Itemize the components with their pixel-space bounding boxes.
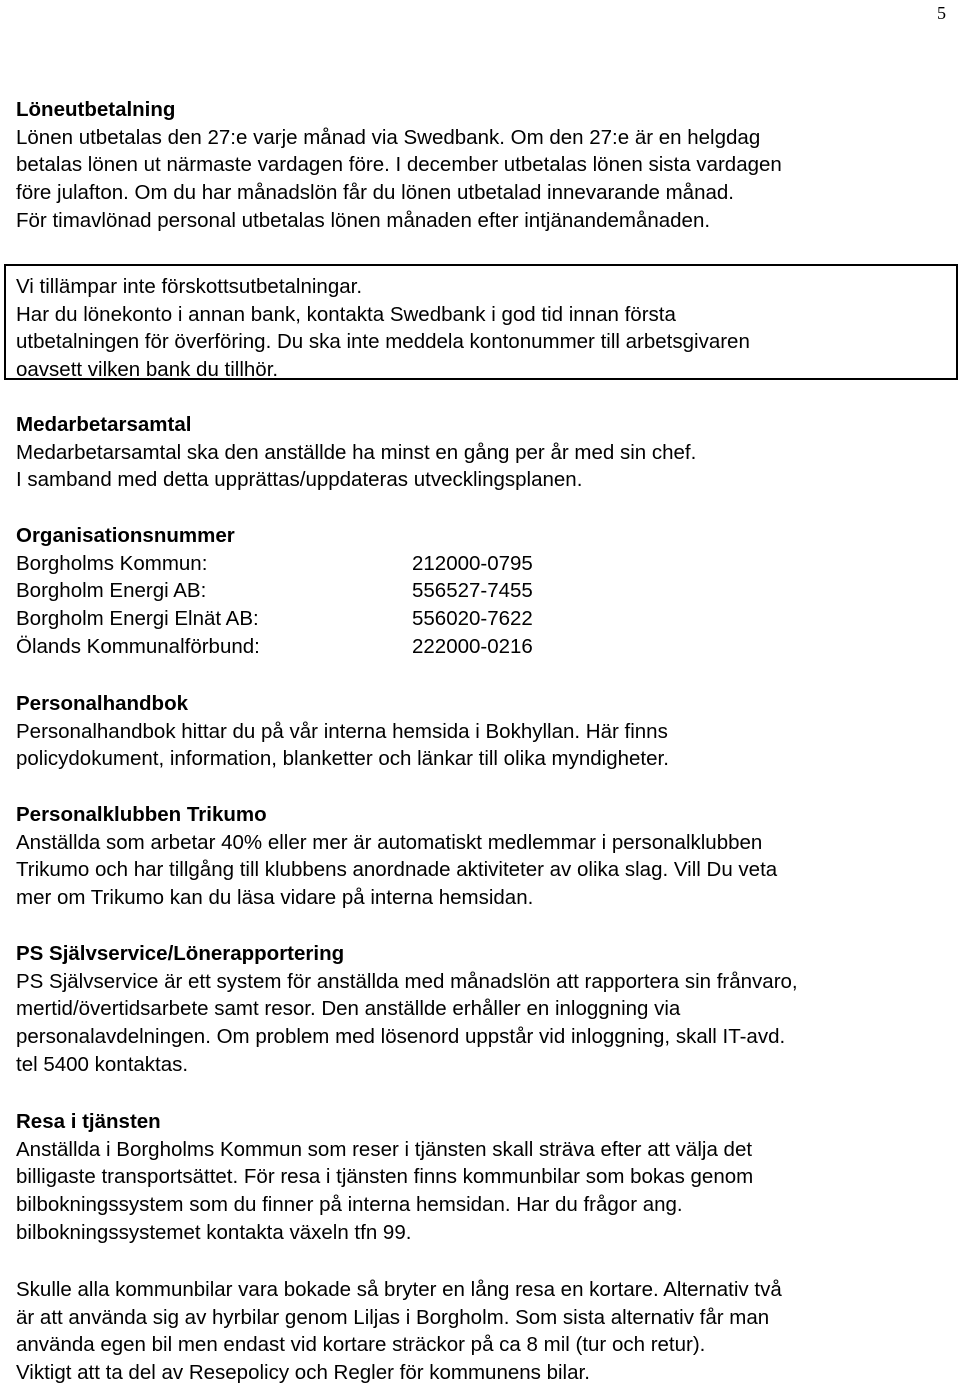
org-name: Ölands Kommunalförbund: xyxy=(16,634,260,658)
paragraph-line: använda egen bil men endast vid kortare sträckor på ca 8 mil (tur och retur). xyxy=(16,1333,706,1357)
section-organisationsnummer xyxy=(16,522,950,661)
org-row xyxy=(16,633,950,661)
org-number: 556527-7455 xyxy=(412,579,533,603)
org-name: Borgholm Energi AB: xyxy=(16,579,207,603)
paragraph-line: Trikumo och har tillgång till klubbens anordnade aktiviteter av olika slag. Vill Du veta xyxy=(16,858,778,882)
section-title: Personalhandbok xyxy=(16,692,189,715)
paragraph-line: bilbokningssystem som du finner på interna hemsidan. Har du frågor ang. xyxy=(16,1193,683,1217)
paragraph-line: policydokument, information, blanketter och länkar till olika myndigheter. xyxy=(16,747,669,771)
org-row xyxy=(16,605,950,633)
paragraph-line: Anställda som arbetar 40% eller mer är automatiskt medlemmar i personalklubben xyxy=(16,830,763,854)
paragraph-line: mer om Trikumo kan du läsa vidare på interna hemsidan. xyxy=(16,886,534,910)
org-row xyxy=(16,550,950,578)
section-title: Löneutbetalning xyxy=(16,98,176,121)
paragraph-line: Personalhandbok hittar du på vår interna hemsida i Bokhyllan. Här finns xyxy=(16,719,668,743)
section-title: Personalklubben Trikumo xyxy=(16,803,267,826)
paragraph-line: före julafton. Om du har månadslön får du lönen utbetalad innevarande månad. xyxy=(16,181,734,205)
section-medarbetarsamtal xyxy=(16,411,950,494)
org-number: 212000-0795 xyxy=(412,551,533,575)
org-number: 222000-0216 xyxy=(412,634,533,658)
section-title: Medarbetarsamtal xyxy=(16,413,192,436)
paragraph-line: Medarbetarsamtal ska den anställde ha minst en gång per år med sin chef. xyxy=(16,440,697,464)
paragraph-line: Vi tillämpar inte förskottsutbetalningar. xyxy=(16,275,363,298)
paragraph-line: tel 5400 kontaktas. xyxy=(16,1052,189,1076)
section-resa-continued xyxy=(16,1276,950,1387)
paragraph-line: utbetalningen för överföring. Du ska inte meddela kontonummer till arbetsgivaren xyxy=(16,330,750,354)
notice-box xyxy=(4,264,958,380)
section-title: Resa i tjänsten xyxy=(16,1110,161,1133)
paragraph-line: billigaste transportsättet. För resa i tjänsten finns kommunbilar som bokas genom xyxy=(16,1165,754,1189)
paragraph-line: PS Självservice är ett system för anställda med månadslön att rapportera sin frånvaro, xyxy=(16,969,798,993)
page-number: 5 xyxy=(937,3,946,23)
paragraph-line: Anställda i Borgholms Kommun som reser i tjänsten skall sträva efter att välja det xyxy=(16,1137,753,1161)
org-name: Borgholms Kommun: xyxy=(16,551,208,575)
section-ps-sjalvservice xyxy=(16,940,950,1079)
section-personalhandbok xyxy=(16,690,950,773)
paragraph-line: Har du lönekonto i annan bank, kontakta Swedbank i god tid innan första xyxy=(16,302,676,326)
section-loneutbetalning xyxy=(16,96,950,235)
paragraph-line: bilbokningssystemet kontakta växeln tfn 99. xyxy=(16,1220,412,1244)
org-number: 556020-7622 xyxy=(412,607,533,631)
paragraph-line: är att använda sig av hyrbilar genom Liljas i Borgholm. Som sista alternativ får man xyxy=(16,1305,770,1329)
paragraph-line: mertid/övertidsarbete samt resor. Den anställde erhåller en inloggning via xyxy=(16,997,681,1021)
section-trikumo xyxy=(16,801,950,912)
paragraph-line: Lönen utbetalas den 27:e varje månad via Swedbank. Om den 27:e är en helgdag xyxy=(16,125,761,149)
paragraph-line: Skulle alla kommunbilar vara bokade så bryter en lång resa en kortare. Alternativ två xyxy=(16,1278,782,1301)
section-title: PS Självservice/Lönerapportering xyxy=(16,942,345,965)
paragraph-line: För timavlönad personal utbetalas lönen månaden efter intjänandemånaden. xyxy=(16,208,711,232)
org-row xyxy=(16,577,950,605)
paragraph-line: personalavdelningen. Om problem med lösenord uppstår vid inloggning, skall IT-avd. xyxy=(16,1025,786,1049)
paragraph-line: I samband med detta upprättas/uppdateras utvecklingsplanen. xyxy=(16,468,583,492)
section-resa-i-tjansten xyxy=(16,1108,950,1247)
org-name: Borgholm Energi Elnät AB: xyxy=(16,607,259,631)
paragraph-line: Viktigt att ta del av Resepolicy och Regler för kommunens bilar. xyxy=(16,1361,590,1385)
paragraph-line: betalas lönen ut närmaste vardagen före. I december utbetalas lönen sista vardagen xyxy=(16,153,782,177)
paragraph-line: oavsett vilken bank du tillhör. xyxy=(16,358,279,382)
section-title: Organisationsnummer xyxy=(16,524,235,547)
